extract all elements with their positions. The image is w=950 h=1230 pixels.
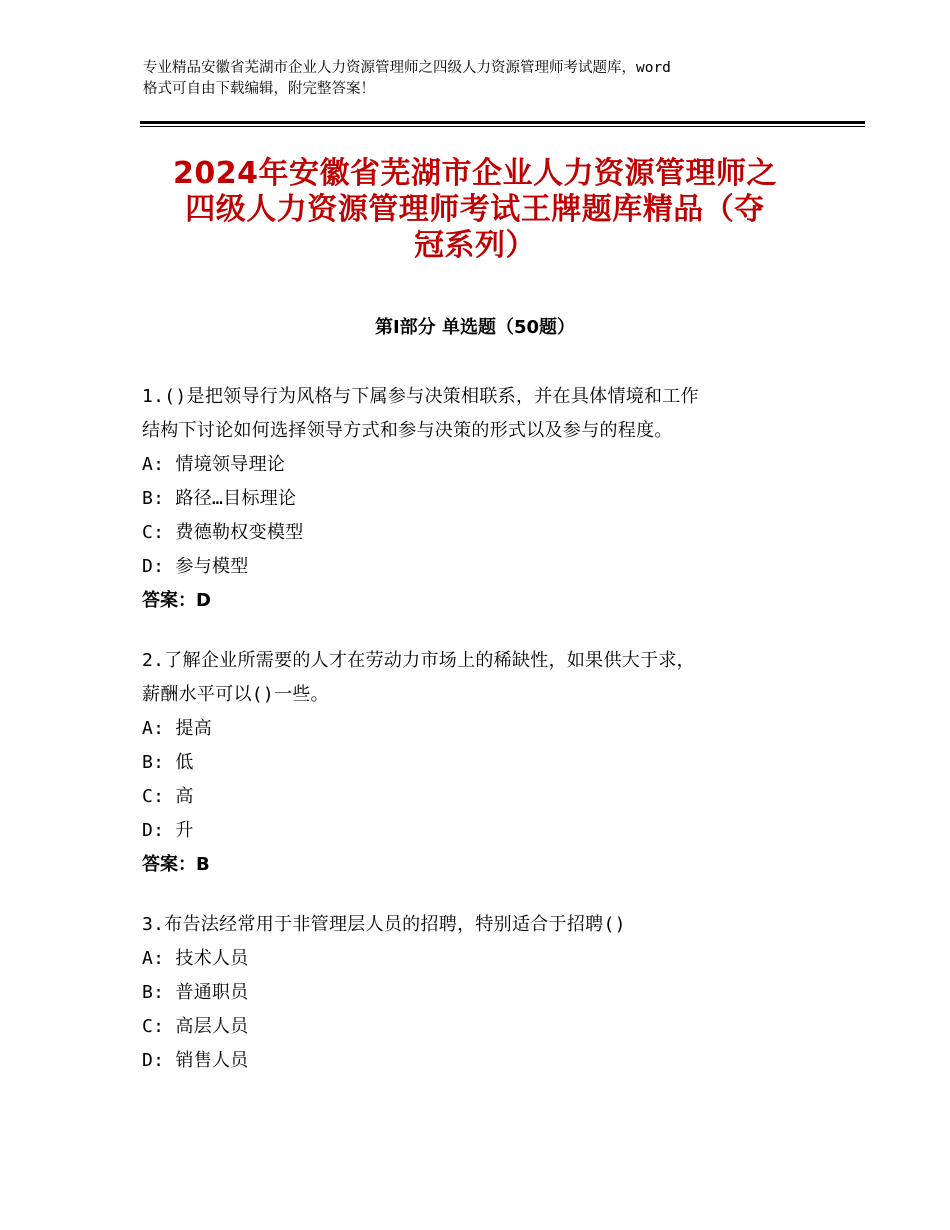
header-divider-thin xyxy=(140,126,865,127)
question-1-option-a: A: 情境领导理论 xyxy=(142,454,286,475)
question-1-text-line-2: 结构下讨论如何选择领导方式和参与决策的形式以及参与的程度。 xyxy=(142,420,673,441)
question-2-text-line-1: 2.了解企业所需要的人才在劳动力市场上的稀缺性，如果供大于求， xyxy=(142,650,695,671)
document-title-line-2: 四级人力资源管理师考试王牌题库精品（夺 xyxy=(185,192,765,227)
question-3-text xyxy=(142,908,812,942)
question-3-option-d: D: 销售人员 xyxy=(142,1050,249,1071)
question-1-text-line-1: 1.()是把领导行为风格与下属参与决策相联系，并在具体情境和工作 xyxy=(142,386,699,407)
question-1-text xyxy=(142,380,812,448)
document-title xyxy=(140,156,810,264)
document-title-line-3: 冠系列） xyxy=(414,228,536,263)
header-divider-thick xyxy=(140,121,865,124)
header-note-line-1: 专业精品安徽省芜湖市企业人力资源管理师之四级人力资源管理师考试题库，word xyxy=(143,60,671,76)
question-2-option-d: D: 升 xyxy=(142,820,194,841)
question-2-answer: 答案：B xyxy=(142,854,210,875)
question-1-option-b: B: 路径…目标理论 xyxy=(142,488,297,509)
question-1-answer: 答案：D xyxy=(142,590,211,611)
question-3 xyxy=(142,908,812,1078)
question-3-option-b: B: 普通职员 xyxy=(142,982,249,1003)
question-list xyxy=(142,380,812,1104)
question-3-option-a: A: 技术人员 xyxy=(142,948,249,969)
question-2-text-line-2: 薪酬水平可以()一些。 xyxy=(142,684,329,705)
question-3-option-c: C: 高层人员 xyxy=(142,1016,249,1037)
question-2-option-a: A: 提高 xyxy=(142,718,213,739)
question-2 xyxy=(142,644,812,882)
question-2-option-c: C: 高 xyxy=(142,786,194,807)
question-1 xyxy=(142,380,812,618)
section-title: 第Ⅰ部分 单选题（50题） xyxy=(374,317,575,338)
question-1-option-d: D: 参与模型 xyxy=(142,556,249,577)
header-note xyxy=(143,58,823,100)
question-1-option-c: C: 费德勒权变模型 xyxy=(142,522,304,543)
question-3-text-line-1: 3.布告法经常用于非管理层人员的招聘，特别适合于招聘() xyxy=(142,914,626,935)
question-2-text xyxy=(142,644,812,712)
header-note-line-2: 格式可自由下载编辑，附完整答案！ xyxy=(143,81,375,97)
document-title-line-1: 2024年安徽省芜湖市企业人力资源管理师之 xyxy=(173,156,777,191)
question-2-option-b: B: 低 xyxy=(142,752,194,773)
